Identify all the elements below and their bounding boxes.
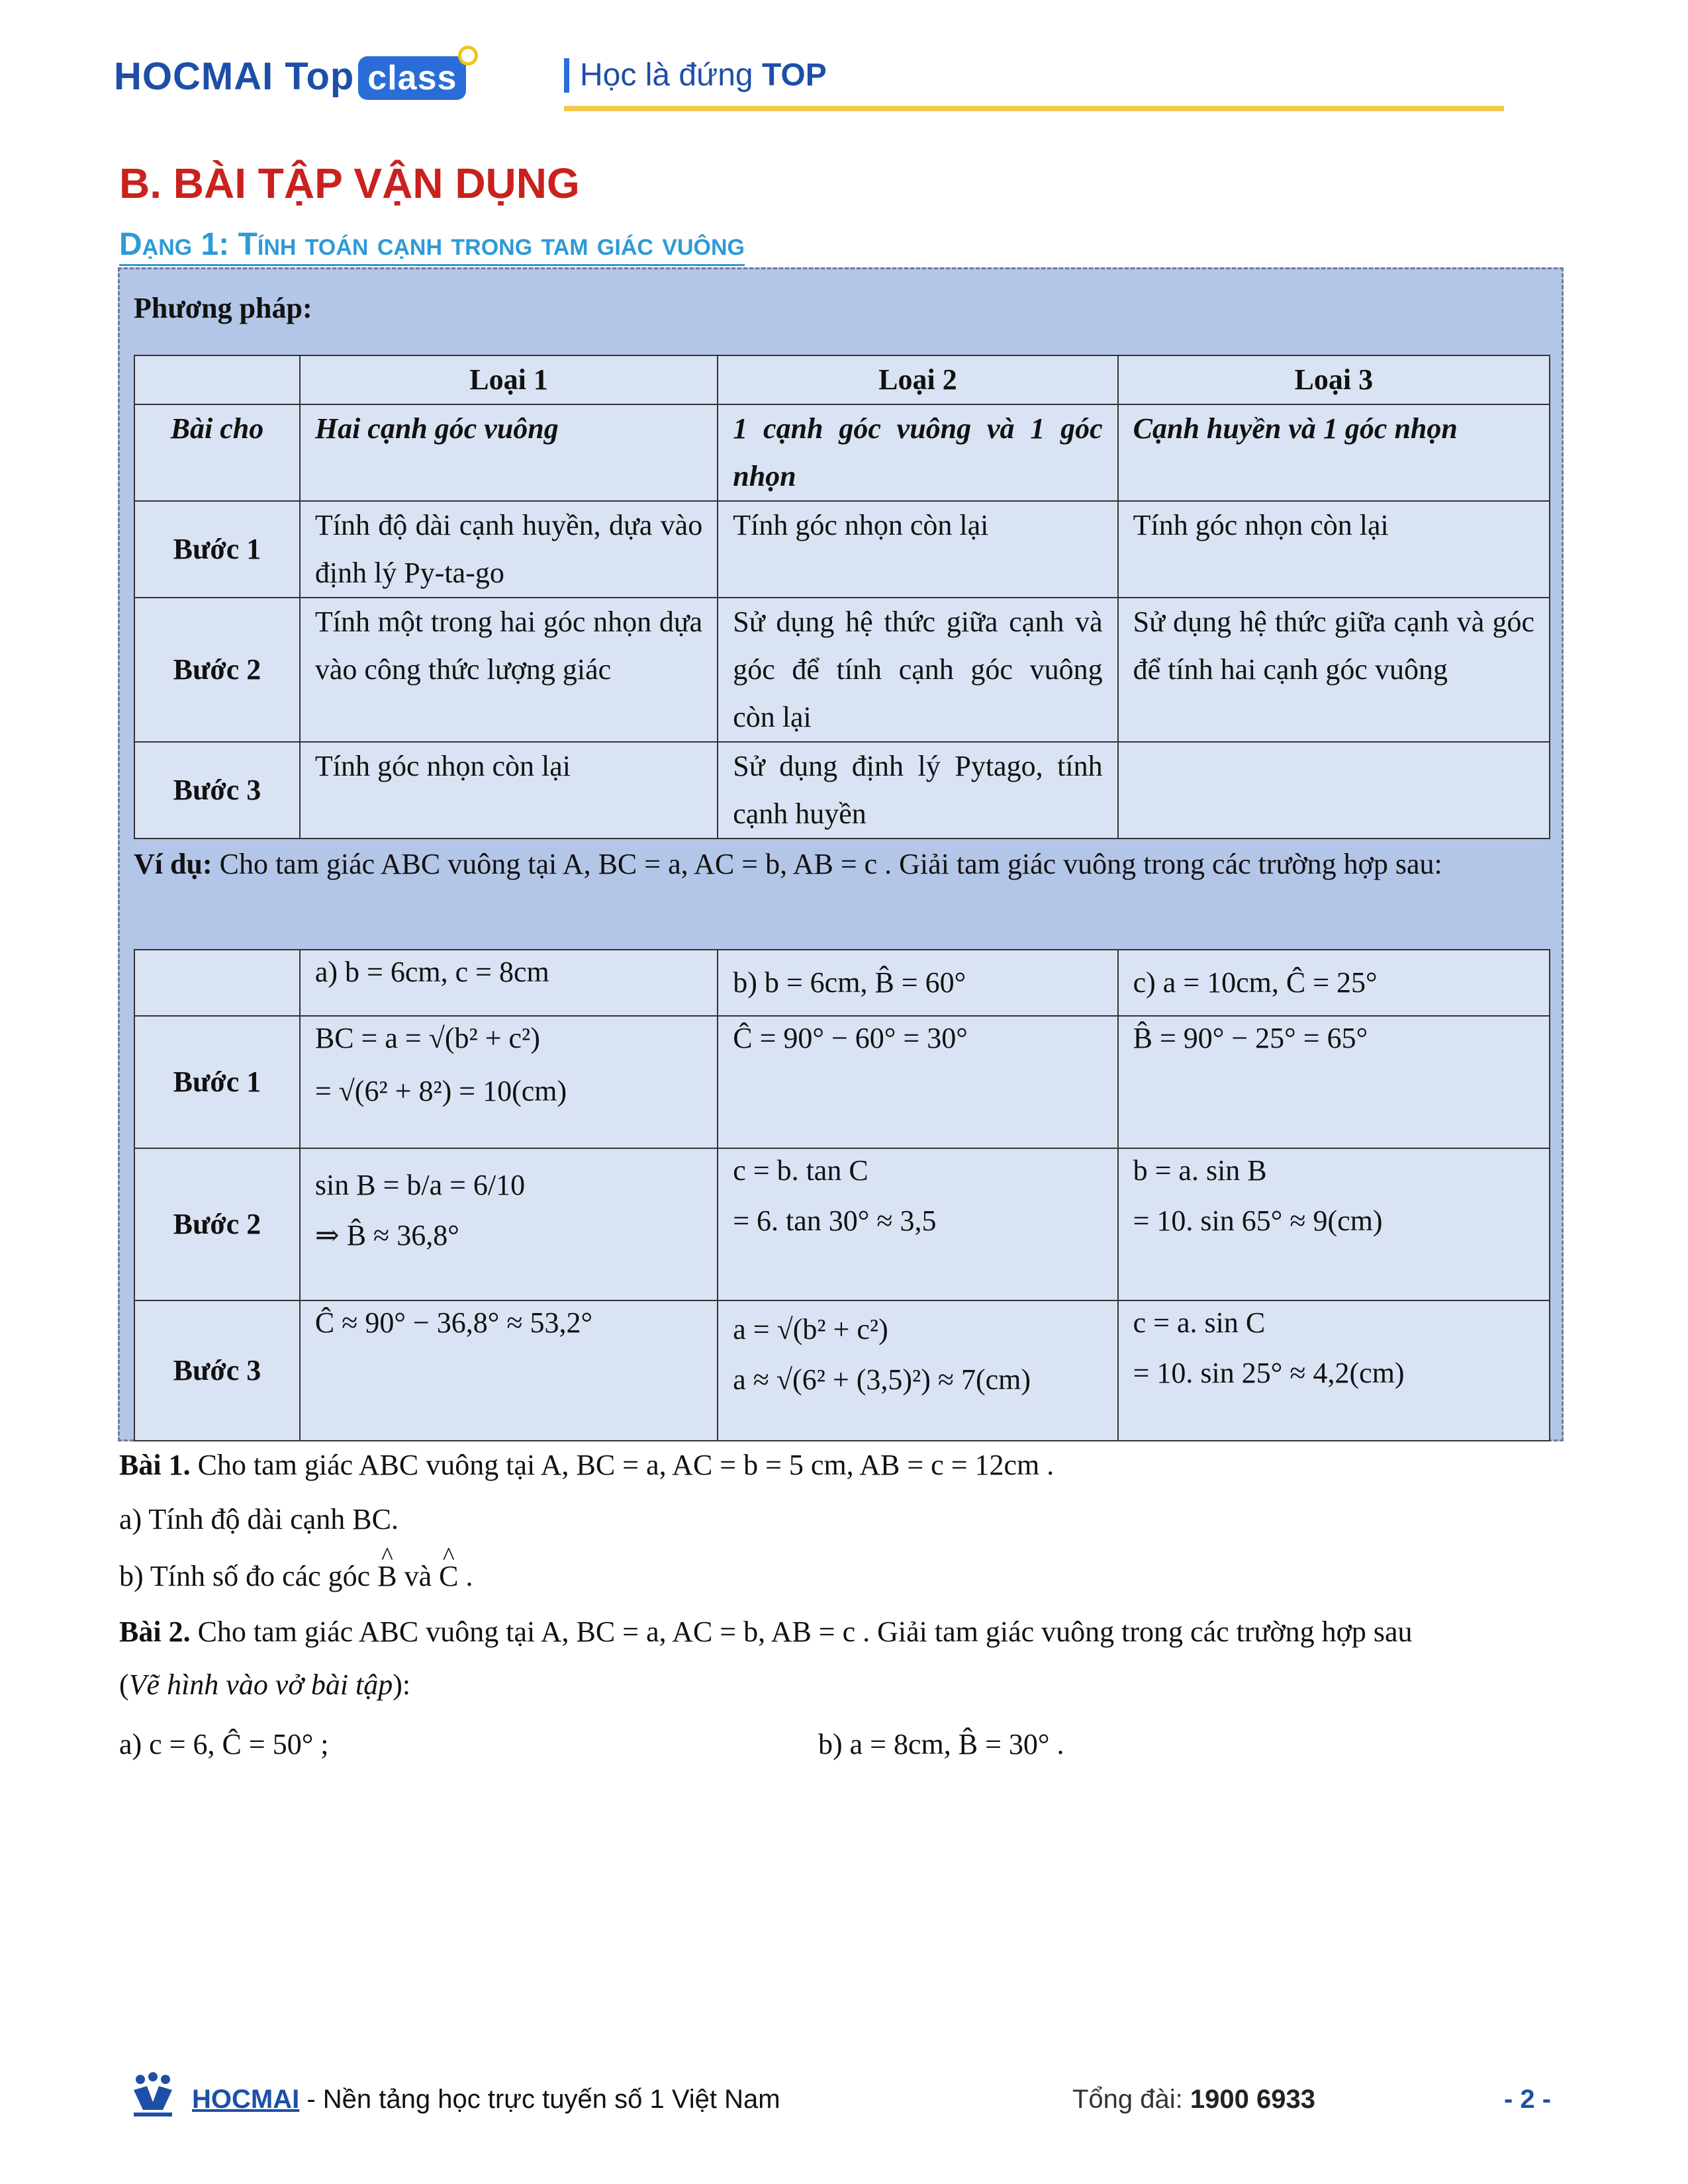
- hocmai-topclass-logo: [114, 54, 466, 100]
- logo-text: HOCMAI Top: [114, 55, 355, 98]
- exercise-text: Cho tam giác ABC vuông tại A, BC = a, AC = b, AB = c . Giải tam giác vuông trong các trường hợp sau: [190, 1615, 1413, 1648]
- row-header: Bước 2: [134, 598, 300, 742]
- table-cell: Tính độ dài cạnh huyền, dựa vào định lý Py-ta-go: [300, 501, 718, 598]
- method-table: [134, 355, 1550, 839]
- footer-tagline: - Nền tảng học trực tuyến số 1 Việt Nam: [299, 2085, 780, 2114]
- exercise-1a: a) Tính độ dài cạnh BC.: [119, 1503, 399, 1535]
- formula-line: a = √(b² + c²): [733, 1313, 888, 1345]
- table-cell: [1118, 1016, 1550, 1148]
- table-cell: Cạnh huyền và 1 góc nhọn: [1118, 404, 1550, 501]
- example-label: Ví dụ:: [134, 848, 212, 880]
- row-header: Bước 1: [134, 1016, 300, 1148]
- column-header: Loại 3: [1118, 355, 1550, 404]
- exercise-2a: a) c = 6, Ĉ = 50° ;: [119, 1728, 329, 1760]
- table-row: [134, 1300, 1550, 1441]
- exercise-text: .: [458, 1560, 473, 1592]
- footer-brand: [192, 2085, 780, 2115]
- table-cell: Tính góc nhọn còn lại: [300, 742, 718, 839]
- page-number: - 2 -: [1504, 2085, 1552, 2114]
- exercise-2-note: [119, 1665, 1575, 1705]
- table-cell: [300, 1016, 718, 1148]
- exercise-label: Bài 2.: [119, 1615, 191, 1648]
- row-header: Bước 1: [134, 501, 300, 598]
- case-cell: a) b = 6cm, c = 8cm: [300, 950, 718, 1016]
- row-header: Bước 2: [134, 1148, 300, 1300]
- exercise-1b: [119, 1557, 1575, 1596]
- footer-phone: [1072, 2085, 1315, 2115]
- table-row: [134, 1148, 1550, 1300]
- formula-line: c = b. tan C: [733, 1154, 868, 1187]
- header-divider: [564, 58, 569, 93]
- exercise-2: [119, 1612, 1575, 1652]
- table-cell: [718, 1016, 1117, 1148]
- formula-line: = 10. sin 65° ≈ 9(cm): [1133, 1205, 1383, 1237]
- hocmai-footer-logo-icon: [131, 2071, 175, 2118]
- example-text: [134, 838, 1550, 891]
- example-table: [134, 949, 1550, 1441]
- table-cell: Sử dụng hệ thức giữa cạnh và góc để tính hai cạnh góc vuông: [1118, 598, 1550, 742]
- table-cell: Tính góc nhọn còn lại: [1118, 501, 1550, 598]
- slogan-text: Học là đứng: [580, 58, 762, 93]
- header-slogan: [580, 57, 827, 93]
- table-row: [134, 742, 1550, 839]
- table-cell: [134, 355, 300, 404]
- formula-line: b = a. sin B: [1133, 1154, 1267, 1187]
- table-cell: Hai cạnh góc vuông: [300, 404, 718, 501]
- formula-line: BC = a = √(b² + c²): [314, 1022, 540, 1054]
- formula-line: a ≈ √(6² + (3,5)²) ≈ 7(cm): [733, 1363, 1031, 1396]
- example-body: Cho tam giác ABC vuông tại A, BC = a, AC = b, AB = c . Giải tam giác vuông trong các trường hợp sau:: [212, 848, 1442, 880]
- table-cell: Tính một trong hai góc nhọn dựa vào công thức lượng giác: [300, 598, 718, 742]
- gear-icon: [458, 46, 478, 66]
- table-row: [134, 404, 1550, 501]
- footer-brand-link[interactable]: HOCMAI: [192, 2085, 300, 2114]
- table-cell: [718, 1148, 1117, 1300]
- table-cell: [300, 1300, 718, 1441]
- table-row: [134, 501, 1550, 598]
- table-cell: [1118, 1148, 1550, 1300]
- formula-line: Ĉ ≈ 90° − 36,8° ≈ 53,2°: [314, 1306, 593, 1339]
- table-row: [134, 355, 1550, 404]
- case-cell: c) a = 10cm, Ĉ = 25°: [1118, 950, 1550, 1016]
- row-header: Bước 3: [134, 1300, 300, 1441]
- paren: (: [119, 1668, 129, 1701]
- formula-line: ⇒ B̂ ≈ 36,8°: [314, 1219, 459, 1251]
- table-row: [134, 1016, 1550, 1148]
- formula-line: B̂ = 90° − 25° = 65°: [1133, 1022, 1368, 1054]
- method-label: Phương pháp:: [134, 292, 312, 324]
- formula-line: Ĉ = 90° − 60° = 30°: [733, 1022, 968, 1054]
- table-cell: [134, 950, 300, 1016]
- angle-c: ^ C: [439, 1557, 458, 1596]
- topic-title: Dạng 1: Tính toán cạnh trong tam giác vuông: [119, 226, 745, 266]
- section-title: B. BÀI TẬP VẬN DỤNG: [119, 159, 580, 207]
- paren: ):: [393, 1668, 411, 1701]
- column-header: Loại 1: [300, 355, 718, 404]
- table-cell: [1118, 742, 1550, 839]
- header-underline: [564, 106, 1504, 111]
- table-cell: 1 cạnh góc vuông và 1 góc nhọn: [718, 404, 1117, 501]
- table-row: [134, 598, 1550, 742]
- row-header: Bài cho: [134, 404, 300, 501]
- exercise-text: và: [397, 1560, 440, 1592]
- formula-line: sin B = b/a = 6/10: [314, 1169, 526, 1201]
- table-cell: [1118, 1300, 1550, 1441]
- logo-class-badge: [358, 56, 466, 100]
- formula-line: = √(6² + 8²) = 10(cm): [314, 1075, 567, 1107]
- table-cell: Sử dụng định lý Pytago, tính cạnh huyền: [718, 742, 1117, 839]
- logo-class-text: class: [367, 59, 457, 97]
- exercise-label: Bài 1.: [119, 1449, 191, 1481]
- table-cell: Sử dụng hệ thức giữa cạnh và góc để tính cạnh góc vuông còn lại: [718, 598, 1117, 742]
- table-cell: [718, 1300, 1117, 1441]
- phone-label: Tổng đài:: [1072, 2085, 1190, 2114]
- case-cell: b) b = 6cm, B̂ = 60°: [718, 950, 1117, 1016]
- table-cell: Tính góc nhọn còn lại: [718, 501, 1117, 598]
- column-header: Loại 2: [718, 355, 1117, 404]
- exercise-2b: b) a = 8cm, B̂ = 30° .: [818, 1728, 1064, 1760]
- table-cell: [300, 1148, 718, 1300]
- exercise-note: Vẽ hình vào vở bài tập: [128, 1668, 393, 1701]
- row-header: Bước 3: [134, 742, 300, 839]
- exercise-text: Cho tam giác ABC vuông tại A, BC = a, AC = b = 5 cm, AB = c = 12cm .: [190, 1449, 1055, 1481]
- angle-b: ^ B: [377, 1557, 397, 1596]
- formula-line: c = a. sin C: [1133, 1306, 1266, 1339]
- table-row: [134, 950, 1550, 1016]
- slogan-bold: TOP: [761, 58, 827, 93]
- formula-line: = 10. sin 25° ≈ 4,2(cm): [1133, 1357, 1405, 1389]
- formula-line: = 6. tan 30° ≈ 3,5: [733, 1205, 937, 1237]
- exercise-text: b) Tính số đo các góc: [119, 1560, 378, 1592]
- exercise-1: [119, 1445, 1575, 1485]
- phone-number: 1900 6933: [1190, 2085, 1315, 2114]
